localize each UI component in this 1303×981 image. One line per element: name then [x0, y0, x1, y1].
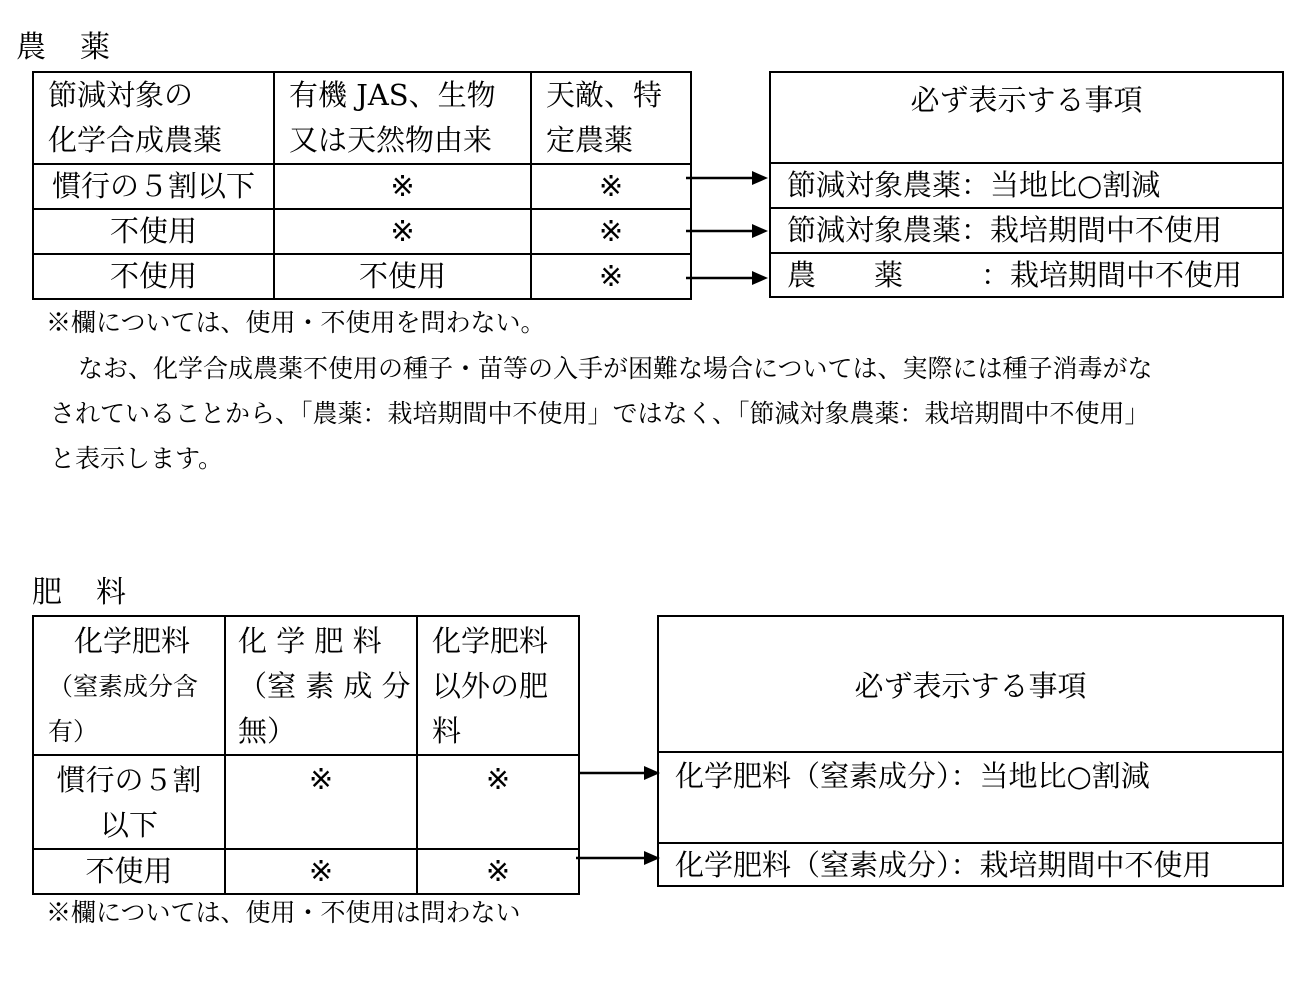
row-mark-cell: ※: [531, 164, 691, 209]
arrow-icon: [686, 224, 768, 238]
usage-line: 慣行の５割: [56, 763, 202, 797]
row-mark-cell: ※: [225, 849, 417, 894]
fertilizer-heading: 肥 料: [32, 575, 128, 610]
required-label: 節減対象農薬：当地比○割減: [787, 168, 1161, 202]
row-usage-cell: 不使用: [33, 254, 274, 299]
header-line: 定農薬: [546, 123, 634, 157]
row-mark-cell: ※: [417, 755, 579, 849]
row-mark-cell: ※: [531, 209, 691, 254]
pesticide-heading: 農 薬: [16, 30, 112, 65]
row-mark-cell: ※: [274, 164, 531, 209]
row-mark-cell: ※: [225, 755, 417, 849]
required-label-term: 農 薬: [787, 258, 904, 292]
row-mark-cell: 不使用: [274, 254, 531, 299]
row-usage-cell: 慣行の５割以下: [33, 164, 274, 209]
row-usage-cell: 不使用: [33, 849, 225, 894]
header-line: 有）: [48, 717, 99, 746]
arrow-icon: [686, 171, 768, 185]
pesticide-note: ※欄については、使用・不使用を問わない。: [46, 308, 546, 337]
row-mark-cell: ※: [274, 209, 531, 254]
row-mark-cell: ※: [417, 849, 579, 894]
header-line: （窒素成分含: [48, 672, 199, 701]
header-line: 節減対象の: [48, 78, 194, 112]
row-mark-cell: ※: [531, 254, 691, 299]
row-usage-cell: 不使用: [33, 209, 274, 254]
header-line: （窒 素 成 分: [238, 669, 411, 703]
required-label: 節減対象農薬：栽培期間中不使用: [787, 213, 1223, 247]
arrow-icon: [576, 851, 660, 865]
arrow-icon: [686, 271, 768, 285]
header-line: 天敵、特: [546, 78, 663, 112]
required-header: 必ず表示する事項: [854, 669, 1087, 703]
paragraph-line: なお、化学合成農薬不使用の種子・苗等の入手が困難な場合については、実際には種子消毒がな: [78, 354, 1153, 383]
header-line: 化学肥料: [73, 624, 190, 658]
required-label: 化学肥料（窒素成分）：当地比○割減: [675, 759, 1150, 793]
fertilizer-note: ※欄については、使用・不使用は問わない: [46, 898, 521, 927]
required-header: 必ず表示する事項: [910, 83, 1143, 117]
paragraph-line: されていることから、「農薬：栽培期間中不使用」ではなく、「節減対象農薬：栽培期間中不使用」: [50, 399, 1150, 428]
required-label: 化学肥料（窒素成分）：栽培期間中不使用: [675, 848, 1212, 882]
arrow-icon: [580, 766, 660, 780]
header-line: 化学肥料: [432, 624, 549, 658]
header-line: 化 学 肥 料: [238, 624, 382, 658]
usage-line: 以下: [99, 808, 158, 842]
header-line: 無）: [238, 714, 297, 748]
header-line: 料: [432, 714, 462, 748]
header-line: 有機 JAS、生物: [289, 78, 496, 112]
header-line: 又は天然物由来: [289, 123, 493, 157]
required-label-value: ：栽培期間中不使用: [981, 258, 1243, 292]
paragraph-line: と表示します。: [50, 444, 224, 473]
header-line: 以外の肥: [432, 669, 549, 703]
header-line: 化学合成農薬: [48, 123, 223, 157]
